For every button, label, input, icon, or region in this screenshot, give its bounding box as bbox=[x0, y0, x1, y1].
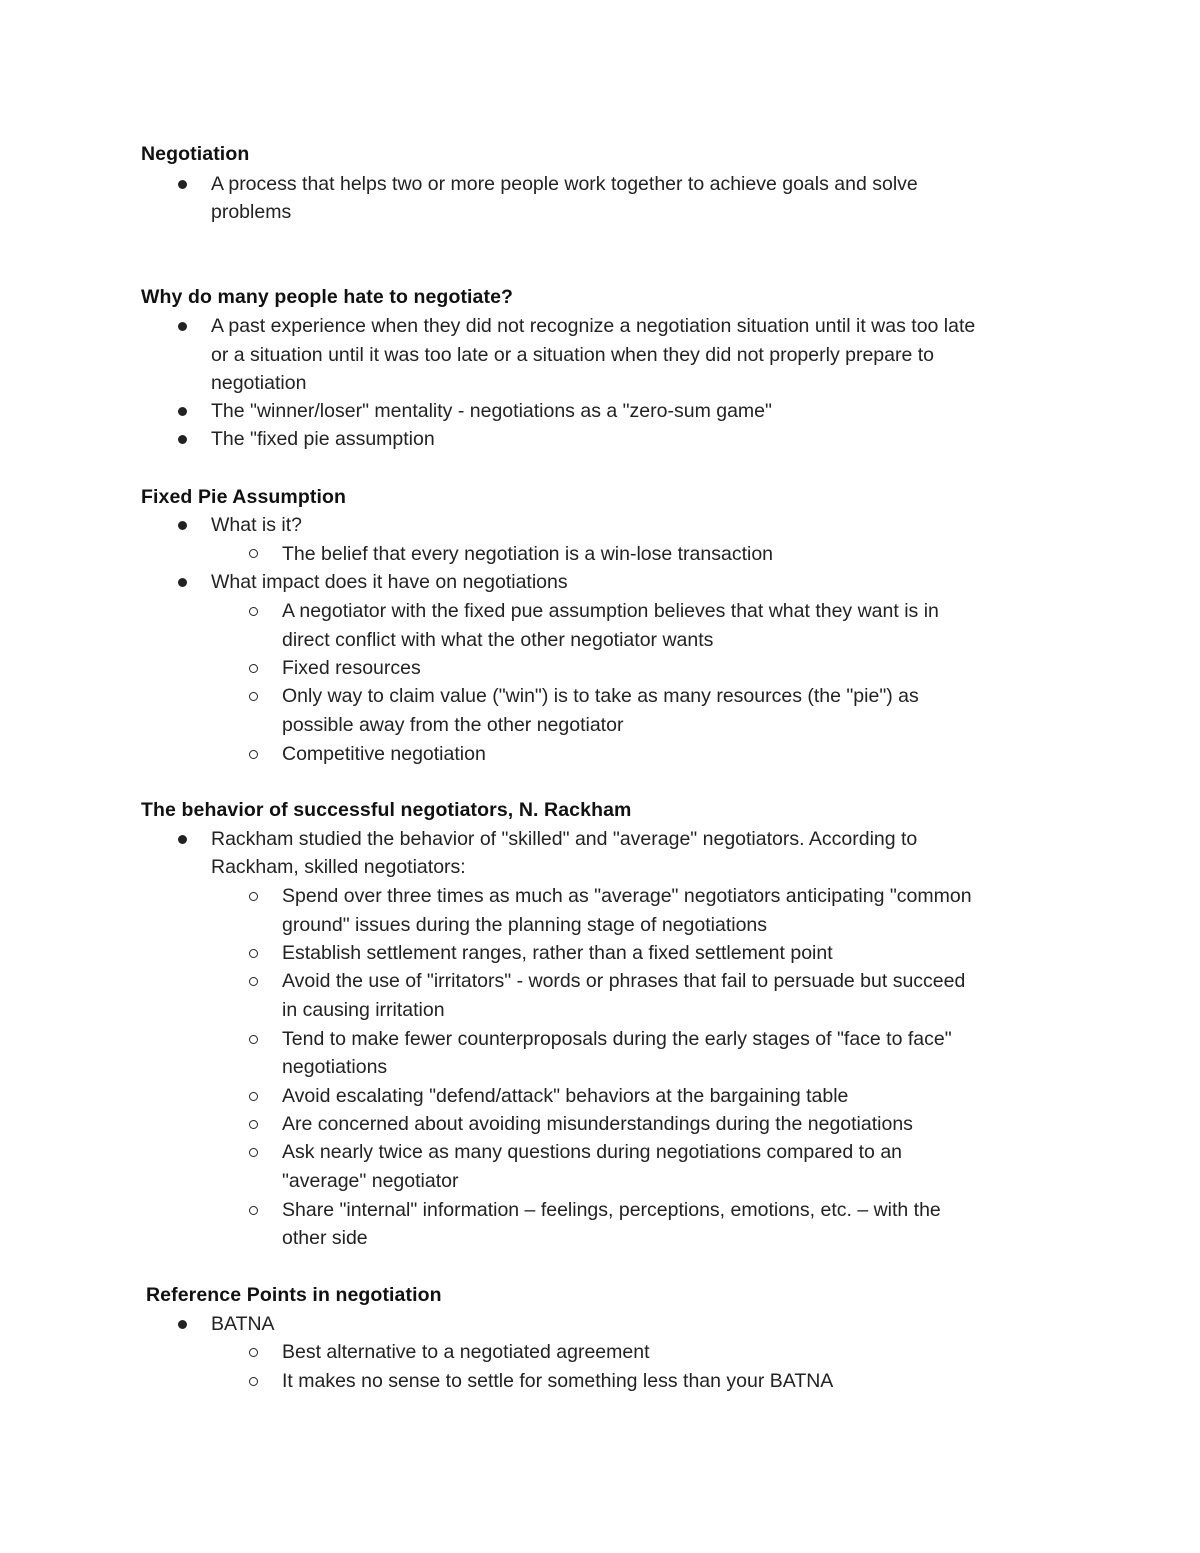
bullet-circle bbox=[249, 1206, 258, 1215]
list-item-line: or a situation until it was too late or a situation when they did not properly prepare to bbox=[211, 344, 935, 366]
list-item-line: The "fixed pie assumption bbox=[211, 428, 435, 450]
bullet-circle bbox=[249, 949, 258, 958]
list-item-line: Fixed resources bbox=[282, 657, 421, 679]
bullet-circle bbox=[249, 977, 258, 986]
list-item-line: direct conflict with what the other negotiator wants bbox=[282, 629, 714, 651]
section-heading-fixed-pie: Fixed Pie Assumption bbox=[141, 486, 346, 508]
list-item-line: Rackham, skilled negotiators: bbox=[211, 856, 466, 878]
list-item-line: A process that helps two or more people work together to achieve goals and solve bbox=[211, 173, 918, 195]
bullet-disc bbox=[178, 521, 187, 530]
list-item-line: Avoid escalating "defend/attack" behaviors at the bargaining table bbox=[282, 1085, 849, 1107]
list-item-line: "average" negotiator bbox=[282, 1170, 459, 1192]
list-item-line: Avoid the use of "irritators" - words or phrases that fail to persuade but succeed bbox=[282, 970, 966, 992]
list-item-line: Only way to claim value ("win") is to take as many resources (the "pie") as bbox=[282, 685, 919, 707]
bullet-circle bbox=[249, 1348, 258, 1357]
bullet-circle bbox=[249, 1035, 258, 1044]
list-item-line: Best alternative to a negotiated agreement bbox=[282, 1341, 650, 1363]
list-item-line: Spend over three times as much as "average" negotiators anticipating "common bbox=[282, 885, 972, 907]
list-item-line: possible away from the other negotiator bbox=[282, 714, 624, 736]
bullet-disc bbox=[178, 835, 187, 844]
bullet-disc bbox=[178, 407, 187, 416]
list-item-line: Ask nearly twice as many questions during negotiations compared to an bbox=[282, 1141, 903, 1163]
list-item-line: A negotiator with the fixed pue assumption believes that what they want is in bbox=[282, 600, 939, 622]
bullet-circle bbox=[249, 549, 258, 558]
section-heading-negotiation: Negotiation bbox=[141, 143, 250, 165]
bullet-circle bbox=[249, 1092, 258, 1101]
list-item-line: negotiation bbox=[211, 372, 307, 394]
list-item-line: What is it? bbox=[211, 514, 303, 536]
bullet-circle bbox=[249, 892, 258, 901]
list-item-line: What impact does it have on negotiations bbox=[211, 571, 568, 593]
bullet-circle bbox=[249, 1377, 258, 1386]
list-item-line: Rackham studied the behavior of "skilled" and "average" negotiators. According to bbox=[211, 828, 918, 850]
bullet-circle bbox=[249, 607, 258, 616]
list-item-line: The belief that every negotiation is a win-lose transaction bbox=[282, 543, 774, 565]
bullet-disc bbox=[178, 322, 187, 331]
section-heading-reference-points: Reference Points in negotiation bbox=[146, 1284, 442, 1306]
bullet-circle bbox=[249, 692, 258, 701]
list-item-line: Competitive negotiation bbox=[282, 743, 486, 765]
bullet-disc bbox=[178, 435, 187, 444]
list-item-line: Are concerned about avoiding misunderstandings during the negotiations bbox=[282, 1113, 913, 1135]
section-heading-rackham: The behavior of successful negotiators, N. Rackham bbox=[141, 799, 632, 821]
list-item-line: The "winner/loser" mentality - negotiations as a "zero-sum game" bbox=[211, 400, 772, 422]
list-item-line: BATNA bbox=[211, 1313, 275, 1335]
list-item-line: Tend to make fewer counterproposals during the early stages of "face to face" bbox=[282, 1028, 952, 1050]
bullet-circle bbox=[249, 664, 258, 673]
list-item-line: Share "internal" information – feelings, perceptions, emotions, etc. – with the bbox=[282, 1199, 941, 1221]
bullet-disc bbox=[178, 1320, 187, 1329]
list-item-line: in causing irritation bbox=[282, 999, 445, 1021]
list-item-line: negotiations bbox=[282, 1056, 388, 1078]
bullet-disc bbox=[178, 180, 187, 189]
bullet-circle bbox=[249, 1120, 258, 1129]
bullet-circle bbox=[249, 1148, 258, 1157]
section-heading-why-hate-negotiate: Why do many people hate to negotiate? bbox=[141, 286, 514, 308]
list-item-line: Establish settlement ranges, rather than a fixed settlement point bbox=[282, 942, 833, 964]
bullet-disc bbox=[178, 578, 187, 587]
bullet-circle bbox=[249, 750, 258, 759]
list-item-line: other side bbox=[282, 1227, 368, 1249]
list-item-line: problems bbox=[211, 201, 292, 223]
list-item-line: ground" issues during the planning stage of negotiations bbox=[282, 914, 768, 936]
list-item-line: It makes no sense to settle for something less than your BATNA bbox=[282, 1370, 834, 1392]
list-item-line: A past experience when they did not recognize a negotiation situation until it was too late bbox=[211, 315, 976, 337]
